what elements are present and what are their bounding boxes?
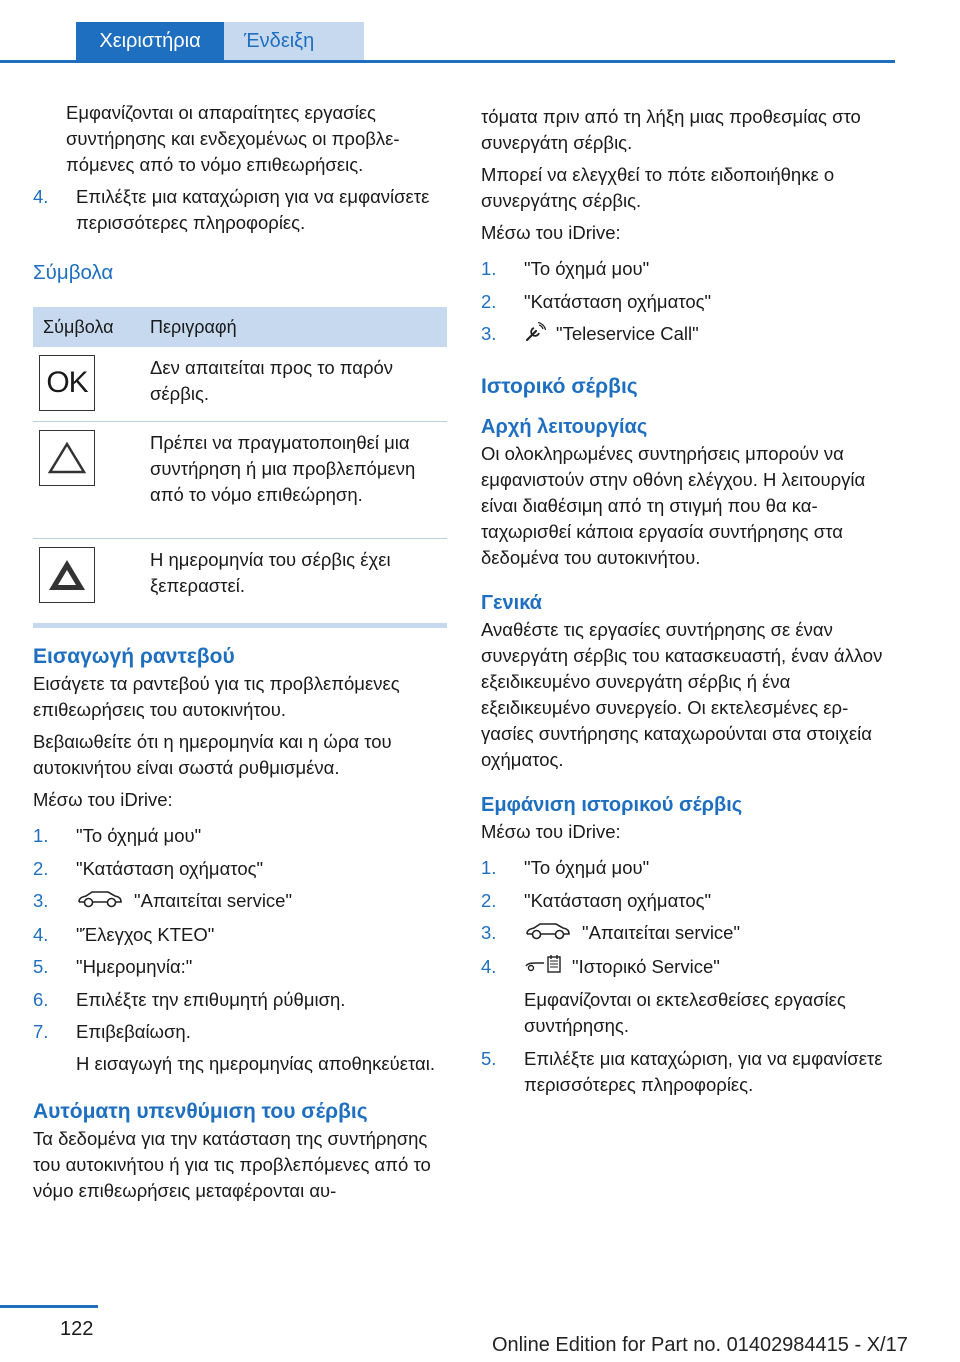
list-item: 2. "Κατάσταση οχήματος" <box>481 290 712 312</box>
row-desc: Πρέπει να πραγματοποιηθεί μια συντήρηση ή μια προβλεπόμενη από το νόμο επιθεώρηση. <box>150 432 416 505</box>
paragraph: Μπορεί να ελεγχθεί το πότε ειδοποιήθηκε ο συνεργάτης σέρβις. <box>481 164 835 211</box>
list-item: 5. "Ημερομηνία:" <box>33 956 193 978</box>
paragraph: Μέσω του iDrive: <box>481 821 621 843</box>
paragraph: Αναθέστε τις εργασίες συντήρησης σε έναν συνεργάτη σέρβις του κατασκευαστή, έναν άλλον εξειδικευμένο συνεργάτη σέρβις ή ένα εξειδικευμένο συνεργείο. Οι εκτελεσμένες εργασίες συντήρησης καταχωρούνται στα στοιχεία οχήματος. <box>481 619 883 771</box>
service-history-icon <box>524 954 562 981</box>
reminder-heading: Αυτόματη υπενθύμιση του σέρβις <box>33 1099 368 1123</box>
appointment-steps <box>33 823 443 1077</box>
list-item: 3. "Απαιτείται service" <box>33 888 443 915</box>
list-item: 1. "Το όχημά μου" <box>33 825 202 846</box>
intro-continued: Εμφανίζονται οι απαραίτητες εργασίες συντήρησης και ενδεχομένως οι προβλεπόμενες από το νόμο επιθεωρήσεις. <box>66 102 400 175</box>
list-item: 5. Επιλέξτε μια καταχώριση, για να εμφανίσετε περισσότερες πληροφορίες. <box>481 1047 883 1095</box>
appointment-section <box>33 643 443 1210</box>
symbols-heading: Σύμβολα <box>33 261 114 284</box>
principle-heading: Αρχή λειτουργίας <box>481 416 648 439</box>
list-item: 7. Επιβεβαίωση. Η εισαγωγή της ημερομηνίας αποθηκεύεται. <box>33 1019 443 1077</box>
tab-display[interactable]: Ένδειξη <box>224 22 364 60</box>
paragraph: τόματα πριν από τη λήξη μιας προθεσμίας στο συνεργάτη σέρβις. <box>481 106 861 153</box>
row-desc: Η ημερομηνία του σέρβις έχει ξεπεραστεί. <box>150 549 391 596</box>
display-history-heading: Εμφάνιση ιστορικού σέρβις <box>481 794 743 817</box>
symbols-table <box>33 307 447 628</box>
history-steps <box>481 855 893 1098</box>
list-item: 1. "Το όχημά μου" <box>481 857 650 879</box>
car-icon <box>524 921 572 947</box>
list-item: 1. "Το όχημά μου" <box>481 258 650 279</box>
left-column-top <box>33 100 433 243</box>
table-header <box>33 307 447 347</box>
general-heading: Γενικά <box>481 592 542 615</box>
page-number: 122 <box>60 1318 94 1340</box>
list-item: 3. "Απαιτείται service" <box>481 920 893 947</box>
page-number-rule <box>0 1305 98 1308</box>
step-note: Η εισαγωγή της ημερομηνίας αποθηκεύεται. <box>76 1053 435 1075</box>
table-row <box>33 422 447 539</box>
list-item: 4. "Ιστορικό Service" Εμφανίζονται οι εκτελεσθείσες εργασίες συντήρησης. <box>481 954 893 1040</box>
paragraph: Μέσω του iDrive: <box>481 222 621 243</box>
table-end-rule <box>33 623 447 628</box>
teleservice-steps <box>481 256 893 349</box>
table-row <box>33 539 447 607</box>
header-rule <box>0 60 895 63</box>
warning-triangle-filled-icon <box>39 547 95 603</box>
paragraph: Τα δεδομένα για την κατάσταση της συντήρησης του αυτοκινήτου ή για τις προβλεπόμενες από το νόμο επιθεωρήσεις μεταφέρονται αυ- <box>33 1127 431 1201</box>
list-item: 4. "Έλεγχος ΚΤΕΟ" <box>33 923 215 945</box>
right-column <box>481 104 893 1104</box>
list-item: 2. "Κατάσταση οχήματος" <box>481 889 712 911</box>
list-item: 4. Επιλέξτε μια καταχώριση για να εμφανίσετε περισσότερες πληροφορίες. <box>33 186 430 233</box>
col-description: Περιγραφή <box>150 317 237 337</box>
step-note: Εμφανίζονται οι εκτελεσθείσες εργασίες συντήρησης. <box>524 989 846 1037</box>
table-row <box>33 347 447 422</box>
list-item: 3. "Teleservice Call" <box>481 321 893 349</box>
warning-triangle-icon <box>39 430 95 486</box>
wrench-signal-icon <box>524 322 546 349</box>
row-desc: Δεν απαιτείται προς το παρόν σέρβις. <box>150 357 394 404</box>
paragraph: Εισάγετε τα ραντεβού για τις προβλεπόμενες επιθεωρήσεις του αυτοκινήτου. <box>33 673 400 720</box>
paragraph: Οι ολοκληρωμένες συντηρήσεις μπορούν να εμφανιστούν στην οθόνη ελέγχου. Η λειτουργία είναι διαθέσιμη από τη στιγμή που θα καταχωρισθεί κάποια εργασία συντήρησης στα δεδομένα του αυτοκινήτου. <box>481 443 866 569</box>
paragraph: Βεβαιωθείτε ότι η ημερομηνία και η ώρα του αυτοκινήτου είναι σωστά ρυθμισμένα. <box>33 731 392 778</box>
paragraph: Μέσω του iDrive: <box>33 789 173 810</box>
edition-footer: Online Edition for Part no. 01402984415 - X/17 <box>492 1334 908 1356</box>
appointment-heading: Εισαγωγή ραντεβού <box>33 645 235 668</box>
car-icon <box>76 889 124 915</box>
tab-controls[interactable]: Χειριστήρια <box>76 22 224 60</box>
ok-symbol-icon: OK <box>39 355 95 411</box>
list-item: 6. Επιλέξτε την επιθυμητή ρύθμιση. <box>33 988 346 1010</box>
col-symbols: Σύμβολα <box>43 317 114 337</box>
list-item: 2. "Κατάσταση οχήματος" <box>33 857 264 879</box>
history-heading: Ιστορικό σέρβις <box>481 375 638 399</box>
